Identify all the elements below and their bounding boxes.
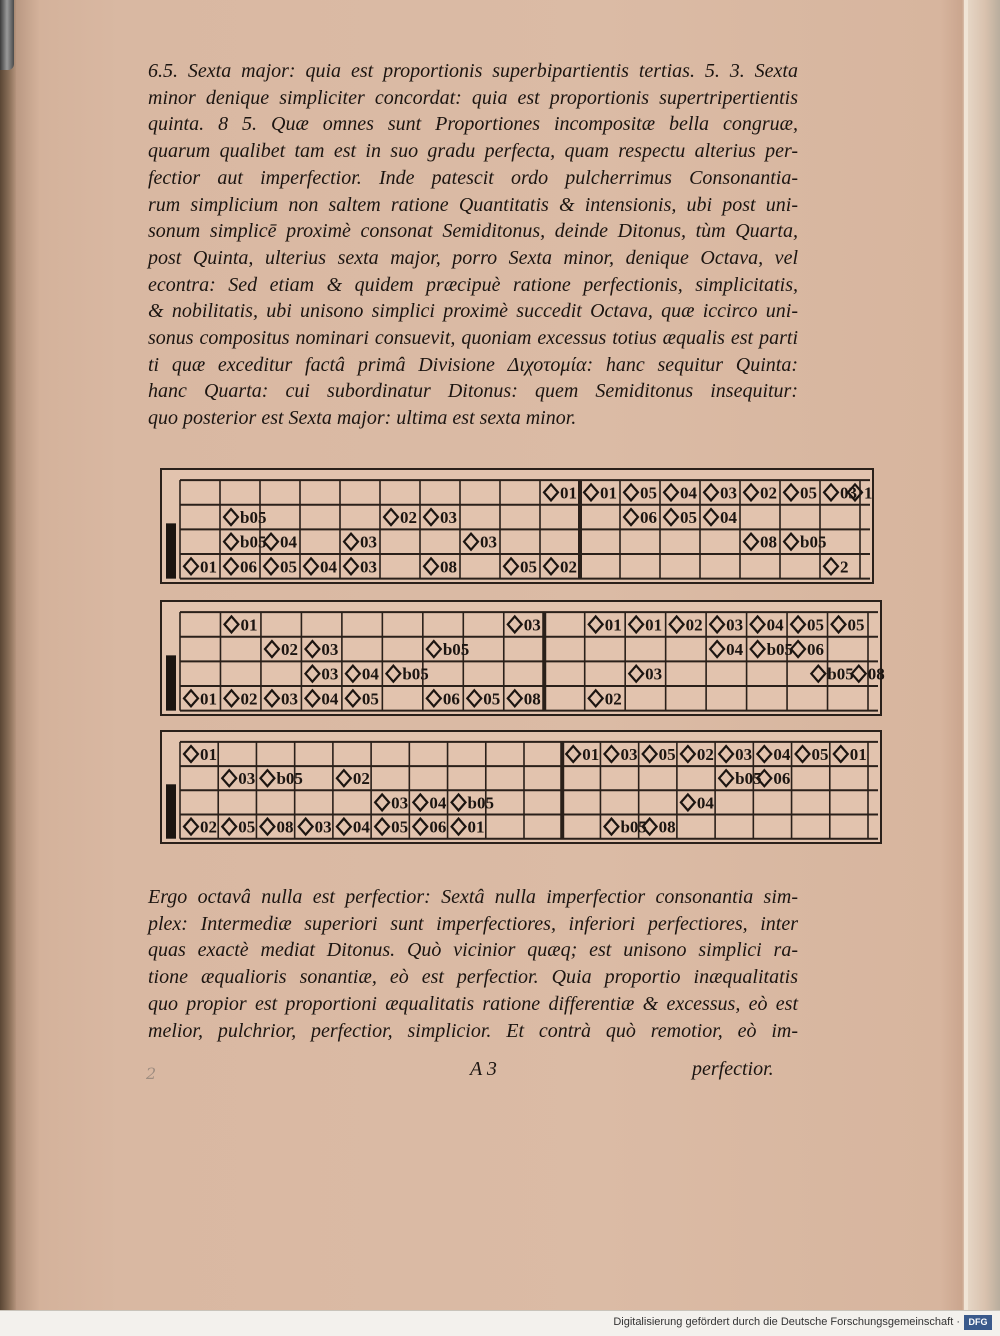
tab-note-label: 05 — [361, 689, 379, 709]
tab-clef-mark — [166, 655, 176, 710]
diamond-icon — [784, 534, 798, 550]
tab-note — [224, 508, 266, 527]
diamond-icon — [670, 616, 684, 632]
tab-note-label: b05 — [800, 532, 827, 552]
diamond-icon — [757, 746, 771, 762]
tab-note — [544, 483, 577, 502]
tab-note — [224, 689, 257, 708]
tab-note-label: 01 — [560, 483, 577, 503]
tab-note — [784, 483, 817, 502]
tab-note — [664, 483, 698, 502]
tab-note — [544, 557, 577, 576]
tab-note-label: 02 — [760, 483, 777, 503]
tab-note-label: 02 — [352, 769, 370, 789]
tab-note — [751, 640, 793, 659]
diamond-icon — [719, 770, 733, 786]
text-line: fectior aut imperfectior. Inde patescit ordo pulcherrimus Consonantia- — [148, 166, 798, 189]
diamond-icon — [264, 558, 278, 574]
tab-note — [624, 483, 657, 502]
tab-note — [386, 665, 428, 684]
tab-note — [710, 615, 743, 634]
tab-note — [508, 689, 541, 708]
tab-note — [710, 640, 744, 659]
tab-note-label: 02 — [560, 557, 577, 577]
tab-note-label: 03 — [523, 615, 541, 635]
pencil-mark: 2 — [146, 1064, 157, 1083]
tab-note-label: 06 — [807, 640, 825, 660]
text-line: plex: Intermediæ superiori sunt imperfectiores, inferiori perfectiores, inter — [148, 912, 798, 935]
tab-note — [222, 769, 255, 788]
tab-note-label: 06 — [640, 508, 657, 528]
diamond-icon — [544, 558, 558, 574]
diamond-icon — [664, 484, 678, 500]
diamond-icon — [224, 558, 238, 574]
tab-note-label: 04 — [726, 640, 744, 660]
tab-note-label: 02 — [604, 689, 622, 709]
tab-note-label: 01 — [849, 745, 867, 764]
tab-note — [751, 615, 785, 634]
tab-note-label: 05 — [800, 483, 817, 503]
diamond-icon — [375, 794, 389, 810]
paragraph-top — [148, 58, 798, 432]
tab-note — [224, 557, 257, 576]
tab-note-label: 1 — [864, 483, 873, 503]
diamond-icon — [424, 509, 438, 525]
tab-note — [384, 508, 417, 527]
tab-note-label: b05 — [402, 664, 429, 684]
diamond-icon — [629, 666, 643, 682]
diamond-icon — [834, 746, 848, 762]
tab-note-label: 05 — [280, 557, 297, 577]
tab-note-label: 03 — [645, 664, 663, 684]
tab-note — [757, 745, 791, 764]
text-line: quo propior est proportioni æqualitatis ratione differentiæ & excessus, eò est — [148, 992, 798, 1015]
diamond-icon — [544, 484, 558, 500]
diamond-icon — [629, 616, 643, 632]
tab-note-label: 04 — [321, 689, 339, 709]
tab-note — [704, 508, 738, 527]
tab-note — [344, 557, 377, 576]
tab-note-label: 03 — [280, 689, 298, 709]
diamond-icon — [224, 534, 238, 550]
tab-note-label: 03 — [726, 615, 744, 635]
tab-note — [184, 818, 217, 837]
tab-note — [346, 689, 379, 708]
diamond-icon — [796, 746, 810, 762]
diamond-icon — [664, 509, 678, 525]
tab-note — [299, 818, 332, 837]
tab-note-label: 01 — [467, 817, 485, 837]
tab-note — [424, 557, 457, 576]
tab-note — [629, 615, 662, 634]
diamond-icon — [305, 641, 319, 657]
tab-note-label: 03 — [314, 817, 332, 837]
tab-note-label: 08 — [523, 689, 541, 709]
diamond-icon — [386, 666, 400, 682]
tab-note-label: 05 — [483, 689, 501, 709]
diamond-icon — [337, 819, 351, 835]
tab-note-label: 2 — [840, 557, 849, 577]
tab-note-label: b05 — [620, 817, 647, 837]
diamond-icon — [344, 558, 358, 574]
tab-note-label: 08 — [440, 557, 457, 577]
diamond-icon — [589, 616, 603, 632]
diamond-icon — [384, 509, 398, 525]
tab-note — [265, 640, 298, 659]
tab-note-label: 04 — [320, 557, 337, 577]
tab-note-label: 05 — [640, 483, 657, 503]
diamond-icon — [467, 690, 481, 706]
diamond-icon — [784, 484, 798, 500]
diamond-icon — [811, 666, 825, 682]
diamond-icon — [832, 616, 846, 632]
text-line: rum simplicium non saltem ratione Quantitatis & intensionis, ubi post uni- — [148, 193, 798, 216]
tab-note-label: 02 — [200, 817, 217, 837]
diamond-icon — [346, 666, 360, 682]
tab-note — [504, 557, 537, 576]
tab-note-label: 08 — [276, 817, 294, 837]
tab-note — [427, 640, 469, 659]
tab-note-label: 04 — [766, 615, 784, 635]
tab-note-label: 04 — [696, 793, 714, 813]
diamond-icon — [624, 509, 638, 525]
diamond-icon — [184, 558, 198, 574]
diamond-icon — [504, 558, 518, 574]
paragraph-bottom — [148, 884, 798, 1044]
tab-note — [852, 665, 885, 684]
tab-note-label: 01 — [240, 615, 258, 635]
diamond-icon — [265, 690, 279, 706]
tab-clef-mark — [166, 784, 176, 838]
tab-note-label: 02 — [400, 508, 417, 528]
tab-note-label: 03 — [360, 532, 377, 552]
tab-note — [260, 769, 302, 788]
tab-note-label: 03 — [735, 745, 753, 764]
tab-note — [589, 615, 622, 634]
diamond-icon — [584, 484, 598, 500]
tab-note — [224, 615, 257, 634]
diamond-icon — [824, 484, 838, 500]
diamond-icon — [452, 794, 466, 810]
diamond-icon — [744, 534, 758, 550]
tab-note — [704, 483, 737, 502]
tab-note — [589, 689, 622, 708]
tab-note — [681, 745, 714, 764]
tab-note-label: 08 — [658, 817, 676, 837]
tab-note-label: 04 — [680, 483, 697, 503]
tab-note-label: 03 — [391, 793, 409, 813]
tab-note — [305, 665, 338, 684]
diamond-icon — [791, 641, 805, 657]
tab-note — [624, 508, 657, 527]
text-line: quinta. 8 5. Quæ omnes sunt Proportiones incompositæ bella congruæ, — [148, 113, 798, 136]
tab-note — [796, 745, 829, 764]
tab-note — [719, 769, 761, 788]
tab-note-label: 06 — [442, 689, 460, 709]
footer-credit: Digitalisierung gefördert durch die Deutsche Forschungsgemeinschaft · — [613, 1316, 960, 1328]
tab-note — [184, 689, 217, 708]
tab-note — [824, 557, 849, 576]
tab-note — [508, 615, 541, 634]
tab-note — [584, 483, 617, 502]
tab-note-label: b05 — [276, 769, 303, 789]
tab-note — [265, 689, 298, 708]
tab-note — [744, 533, 777, 552]
tab-note — [224, 533, 266, 552]
text-line: & nobilitatis, ubi unisono simplici proximè succedit Octava, quæ iccirco uni- — [148, 300, 798, 323]
diamond-icon — [751, 641, 765, 657]
tab-note-label: 01 — [604, 615, 622, 635]
catchword: perfectior. — [692, 1058, 774, 1080]
tab-note — [337, 818, 371, 837]
diamond-icon — [566, 746, 580, 762]
diamond-icon — [710, 641, 724, 657]
digitization-footer — [0, 1310, 1000, 1336]
tab-note — [184, 745, 217, 764]
tab-note-label: 06 — [240, 557, 257, 577]
diamond-icon — [424, 558, 438, 574]
tab-note-label: b05 — [442, 640, 470, 660]
tab-note — [222, 818, 255, 837]
diamond-icon — [624, 484, 638, 500]
tablature-grid-3 — [162, 732, 880, 842]
tablature-staff-2 — [160, 600, 885, 716]
text-line: post Quinta, ulterius sexta major, porro Sexta minor, denique Octava, vel — [148, 246, 798, 269]
tab-note — [604, 745, 637, 764]
tab-note-label: 01 — [200, 689, 217, 709]
tab-note — [643, 745, 676, 764]
tab-note-label: 04 — [720, 508, 737, 528]
tab-note — [344, 533, 377, 552]
tab-note-label: 05 — [680, 508, 697, 528]
diamond-icon — [224, 616, 238, 632]
diamond-icon — [751, 616, 765, 632]
tab-note-label: 01 — [200, 557, 217, 577]
tab-note — [375, 793, 408, 812]
tab-note — [604, 818, 646, 837]
tab-note — [413, 793, 447, 812]
tab-note — [784, 533, 826, 552]
text-line: econtra: Sed etiam & quidem præcipuè ratione perfectionis, simplicitatis, — [148, 273, 798, 296]
tab-note — [832, 615, 865, 634]
diamond-icon — [299, 819, 313, 835]
tab-note-label: 04 — [280, 532, 297, 552]
tab-note-label: 02 — [280, 640, 298, 660]
tab-note — [346, 665, 380, 684]
tab-note-label: 05 — [847, 615, 865, 635]
tab-note — [424, 508, 457, 527]
diamond-icon — [719, 746, 733, 762]
text-line: melior, pulchrior, perfectior, simplicior. Et contrà quò remotior, eò im- — [148, 1019, 798, 1042]
tab-note-label: 03 — [440, 508, 457, 528]
text-line: 6.5. Sexta major: quia est proportionis superbipartientis tertias. 5. 3. Sexta — [148, 60, 798, 82]
tab-note — [467, 689, 500, 708]
tab-note — [452, 793, 494, 812]
text-line: hanc Quarta: cui subordinatur Ditonus: quem Semiditonus insequitur: — [148, 380, 798, 403]
diamond-icon — [427, 690, 441, 706]
diamond-icon — [427, 641, 441, 657]
diamond-icon — [604, 746, 618, 762]
text-line: sonus compositus nominari consuevit, quoniam excessus totius æqualis est parti — [148, 327, 798, 350]
diamond-icon — [305, 666, 319, 682]
diamond-icon — [305, 690, 319, 706]
diamond-icon — [222, 770, 236, 786]
tab-note — [260, 818, 293, 837]
tab-note-label: 06 — [773, 769, 791, 789]
tab-note — [791, 640, 824, 659]
page-signature: A 3 — [470, 1058, 497, 1080]
diamond-icon — [413, 794, 427, 810]
diamond-icon — [375, 819, 389, 835]
diamond-icon — [589, 690, 603, 706]
text-line: quo posterior est Sexta major: ultima est sexta minor. — [148, 407, 577, 430]
tab-note-label: 08 — [760, 532, 777, 552]
tab-note-label: 05 — [391, 817, 409, 837]
diamond-icon — [704, 509, 718, 525]
diamond-icon — [260, 819, 274, 835]
tab-note-label: 01 — [600, 483, 617, 503]
tab-note-label: b05 — [766, 640, 794, 660]
tab-note — [566, 745, 599, 764]
tab-note-label: 02 — [685, 615, 703, 635]
tab-note-label: 03 — [620, 745, 638, 764]
tab-note — [264, 557, 297, 576]
tablature-staff-3 — [160, 730, 882, 844]
tab-note-label: 01 — [582, 745, 600, 764]
tab-note — [670, 615, 703, 634]
tab-note — [305, 689, 339, 708]
diamond-icon — [304, 558, 318, 574]
tab-note — [643, 818, 676, 837]
tab-note-label: 04 — [361, 664, 379, 684]
page-edge — [964, 0, 968, 1310]
tab-note-label: 02 — [240, 689, 258, 709]
diamond-icon — [464, 534, 478, 550]
diamond-icon — [224, 509, 238, 525]
tab-note-label: 05 — [520, 557, 537, 577]
text-line: ti quæ exceditur factâ primâ Divisione Διχοτομία: hanc sequitur Quinta: — [148, 353, 798, 376]
tab-note-label: 08 — [867, 664, 885, 684]
diamond-icon — [265, 641, 279, 657]
diamond-icon — [744, 484, 758, 500]
diamond-icon — [681, 794, 695, 810]
tab-note-label: 03 — [720, 483, 737, 503]
diamond-icon — [346, 690, 360, 706]
diamond-icon — [344, 534, 358, 550]
tab-note — [664, 508, 697, 527]
tab-note — [184, 557, 217, 576]
diamond-icon — [260, 770, 274, 786]
text-line: Ergo octavâ nulla est perfectior: Sextâ nulla imperfectior consonantia sim- — [148, 886, 798, 908]
tab-note — [791, 615, 824, 634]
tab-note-label: b05 — [467, 793, 495, 813]
tab-note-label: 01 — [200, 745, 217, 764]
diamond-icon — [681, 746, 695, 762]
diamond-icon — [852, 666, 866, 682]
tab-note-label: 04 — [352, 817, 370, 837]
tab-note — [744, 483, 777, 502]
book-binding — [0, 0, 16, 1310]
diamond-icon — [604, 819, 618, 835]
diamond-icon — [337, 770, 351, 786]
tab-note-label: 04 — [429, 793, 447, 813]
tab-note — [629, 665, 662, 684]
diamond-icon — [508, 616, 522, 632]
diamond-icon — [643, 746, 657, 762]
tablature-staff-1 — [160, 468, 874, 584]
text-line: quas exactè mediat Ditonus. Quò vicinior quæq; est unisono simplici ra- — [148, 939, 798, 962]
tab-note-label: 02 — [696, 745, 714, 764]
tab-note-label: 01 — [645, 615, 663, 635]
tab-note-label: 03 — [360, 557, 377, 577]
tab-note — [305, 640, 338, 659]
tab-note-label: 03 — [840, 483, 857, 503]
diamond-icon — [413, 819, 427, 835]
diamond-icon — [704, 484, 718, 500]
tab-note — [757, 769, 790, 788]
tab-note — [811, 665, 853, 684]
diamond-icon — [508, 690, 522, 706]
tab-note-label: 05 — [238, 817, 256, 837]
tab-note-label: 03 — [238, 769, 256, 789]
diamond-icon — [824, 558, 838, 574]
text-line: minor denique simpliciter concordat: quia est proportionis supertripertientis — [148, 86, 798, 109]
tab-note — [413, 818, 446, 837]
tab-note — [681, 793, 715, 812]
tab-note-label: 05 — [658, 745, 676, 764]
tab-note — [452, 818, 485, 837]
tab-note — [719, 745, 752, 764]
tab-note-label: b05 — [735, 769, 762, 789]
tab-note-label: 03 — [321, 664, 339, 684]
tab-note — [834, 745, 867, 764]
page-clip — [0, 0, 14, 70]
tab-note — [427, 689, 460, 708]
tab-note — [464, 533, 497, 552]
tablature-grid-2 — [162, 602, 885, 714]
tab-note-label: b05 — [240, 532, 267, 552]
text-line: tione æqualioris sonantiæ, eò est perfectior. Quia proportio inæqualitatis — [148, 966, 798, 989]
tab-note-label: 06 — [429, 817, 447, 837]
diamond-icon — [710, 616, 724, 632]
tab-note — [304, 557, 338, 576]
tab-note — [375, 818, 408, 837]
tab-note-label: 05 — [811, 745, 829, 764]
tab-clef-mark — [166, 523, 176, 578]
tab-note-label: 05 — [807, 615, 825, 635]
diamond-icon — [184, 746, 198, 762]
tab-note-label: b05 — [827, 664, 854, 684]
diamond-icon — [791, 616, 805, 632]
dfg-logo: DFG — [964, 1315, 992, 1330]
tablature-grid-1 — [162, 470, 872, 582]
tab-note — [337, 769, 370, 788]
diamond-icon — [184, 819, 198, 835]
tab-note-label: b05 — [240, 508, 267, 528]
diamond-icon — [452, 819, 466, 835]
diamond-icon — [222, 819, 236, 835]
tab-note — [264, 533, 298, 552]
diamond-icon — [184, 690, 198, 706]
diamond-icon — [224, 690, 238, 706]
tab-note-label: 04 — [773, 745, 791, 764]
tab-note-label: 03 — [321, 640, 339, 660]
text-line: sonum simplicē proximè consonat Semiditonus, deinde Ditonus, tùm Quarta, — [148, 220, 798, 243]
tab-note-label: 03 — [480, 532, 497, 552]
text-line: quarum qualibet tam est in suo gradu perfecta, quam respectu alterius per- — [148, 140, 798, 163]
